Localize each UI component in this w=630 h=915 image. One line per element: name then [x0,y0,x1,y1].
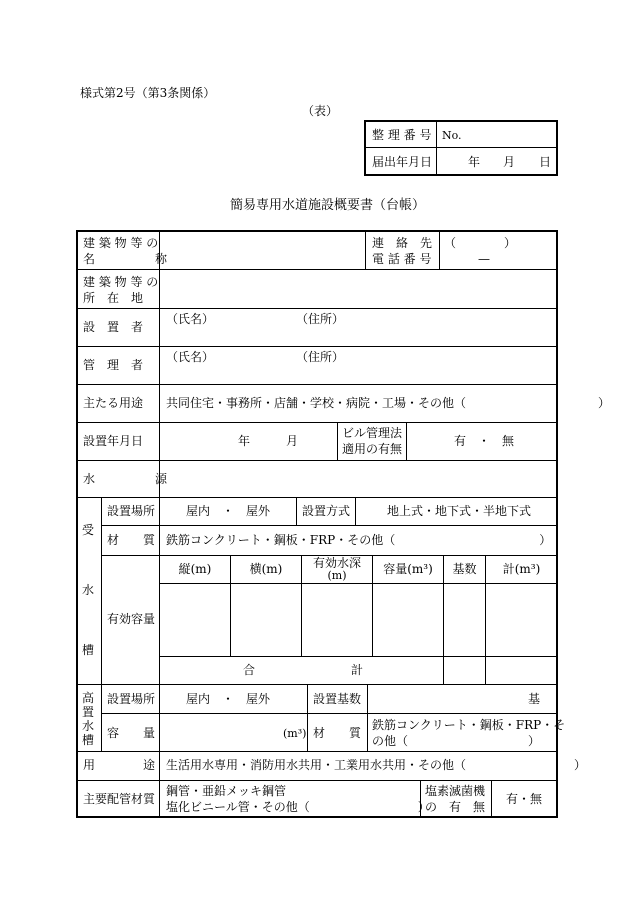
elevated-material-label: 材 質 [313,726,362,740]
receiving-location-label: 設置場所 [107,504,156,518]
col-depth-header-1: 有効水深 [312,556,361,570]
chlorine-label-1: 塩素滅菌機 [425,784,486,798]
elevated-tank-char-1: 高 [82,691,95,705]
usage-label: 用 途 [83,758,156,772]
receiving-tank-char-2: 水 [82,583,95,597]
piping-options-2: 塩化ビニール管・その他（ ） [166,800,430,814]
col-count-header: 基数 [452,562,477,576]
col-volume-header: 容量(m³) [383,562,433,576]
receiving-material-options: 鉄筋コンクリート・鋼板・FRP・その他（ ） [166,533,552,547]
install-date-label: 設置年月日 [83,434,144,448]
col-width-header: 横(m) [249,562,283,576]
building-name-label-2: 名 称 [83,252,168,266]
building-law-label-1: ビル管理法 [342,426,403,440]
building-address-label-2: 所 在 地 [83,291,144,305]
receiving-method-label: 設置方式 [302,504,351,518]
installer-name-label: （氏名） [166,312,215,326]
piping-options-1: 鋼管・亜鉛メッキ鋼管 [166,784,287,798]
submission-year: 年 [468,155,481,169]
elevated-capacity-unit: (m³) [283,727,307,740]
installer-address-label: （住所） [296,312,345,326]
document-title: 簡易専用水道施設概要書（台帳） [230,198,426,213]
receiving-method-options: 地上式・地下式・半地下式 [387,504,532,518]
main-use-options: 共同住宅・事務所・店舗・学校・病院・工場・その他（ ） [166,396,611,410]
manager-name-label: （氏名） [166,350,215,364]
installer-label: 設 置 者 [83,320,144,334]
manager-label: 管 理 者 [83,358,144,372]
elevated-material-options-2: の他（ ） [372,734,541,748]
submission-date-label: 届出年月日 [372,155,433,169]
chlorine-options: 有・無 [506,792,543,806]
piping-label: 主要配管材質 [83,792,156,806]
elevated-tank-char-3: 水 [82,719,95,733]
building-law-options: 有 ・ 無 [454,434,515,448]
usage-options: 生活用水専用・消防用水共用・工業用水共用・その他（ ） [166,758,587,772]
receiving-tank-char-3: 槽 [82,643,95,657]
install-month: 月 [286,434,299,448]
col-depth-header-2: (m) [327,569,347,582]
receiving-location-options: 屋内 ・ 屋外 [186,504,271,518]
elevated-count-unit: 基 [528,692,541,706]
sum-label-2: 計 [351,663,364,677]
serial-number-label: 整 理 番 号 [372,128,432,142]
submission-day: 日 [539,155,552,169]
elevated-count-label: 設置基数 [313,692,362,706]
form-id: 様式第2号（第3条関係） [80,86,216,100]
building-address-label-1: 建 築 物 等 の [83,275,159,289]
col-length-header: 縦(m) [178,562,212,576]
elevated-tank-char-2: 置 [82,705,95,719]
elevated-location-options: 屋内 ・ 屋外 [186,692,271,706]
elevated-material-options-1: 鉄筋コンクリート・鋼板・FRP・そ [372,718,566,732]
serial-number-value: No. [442,129,462,142]
area-code-paren: （ ） [444,236,517,250]
side-mark: （表） [302,104,339,118]
phone-label: 電 話 番 号 [372,252,432,266]
main-use-label: 主たる用途 [83,396,144,410]
building-law-label-2: 適用の有無 [342,442,403,456]
elevated-tank-char-4: 槽 [82,733,95,747]
contact-label: 連 絡 先 [372,236,433,250]
effective-capacity-label: 有効容量 [107,612,156,626]
submission-month: 月 [503,155,516,169]
col-total-header: 計(m³) [502,562,541,576]
manager-address-label: （住所） [296,350,345,364]
receiving-material-label: 材 質 [107,533,156,547]
sum-label-1: 合 [243,663,256,677]
chlorine-label-2: の 有 無 [425,800,486,814]
water-source-label: 水 源 [83,472,168,486]
install-year: 年 [238,434,251,448]
receiving-tank-char-1: 受 [82,523,95,537]
building-name-label-1: 建 築 物 等 の [83,236,159,250]
elevated-capacity-label: 容 量 [107,726,156,740]
elevated-location-label: 設置場所 [107,692,156,706]
phone-dash: — [478,252,490,266]
